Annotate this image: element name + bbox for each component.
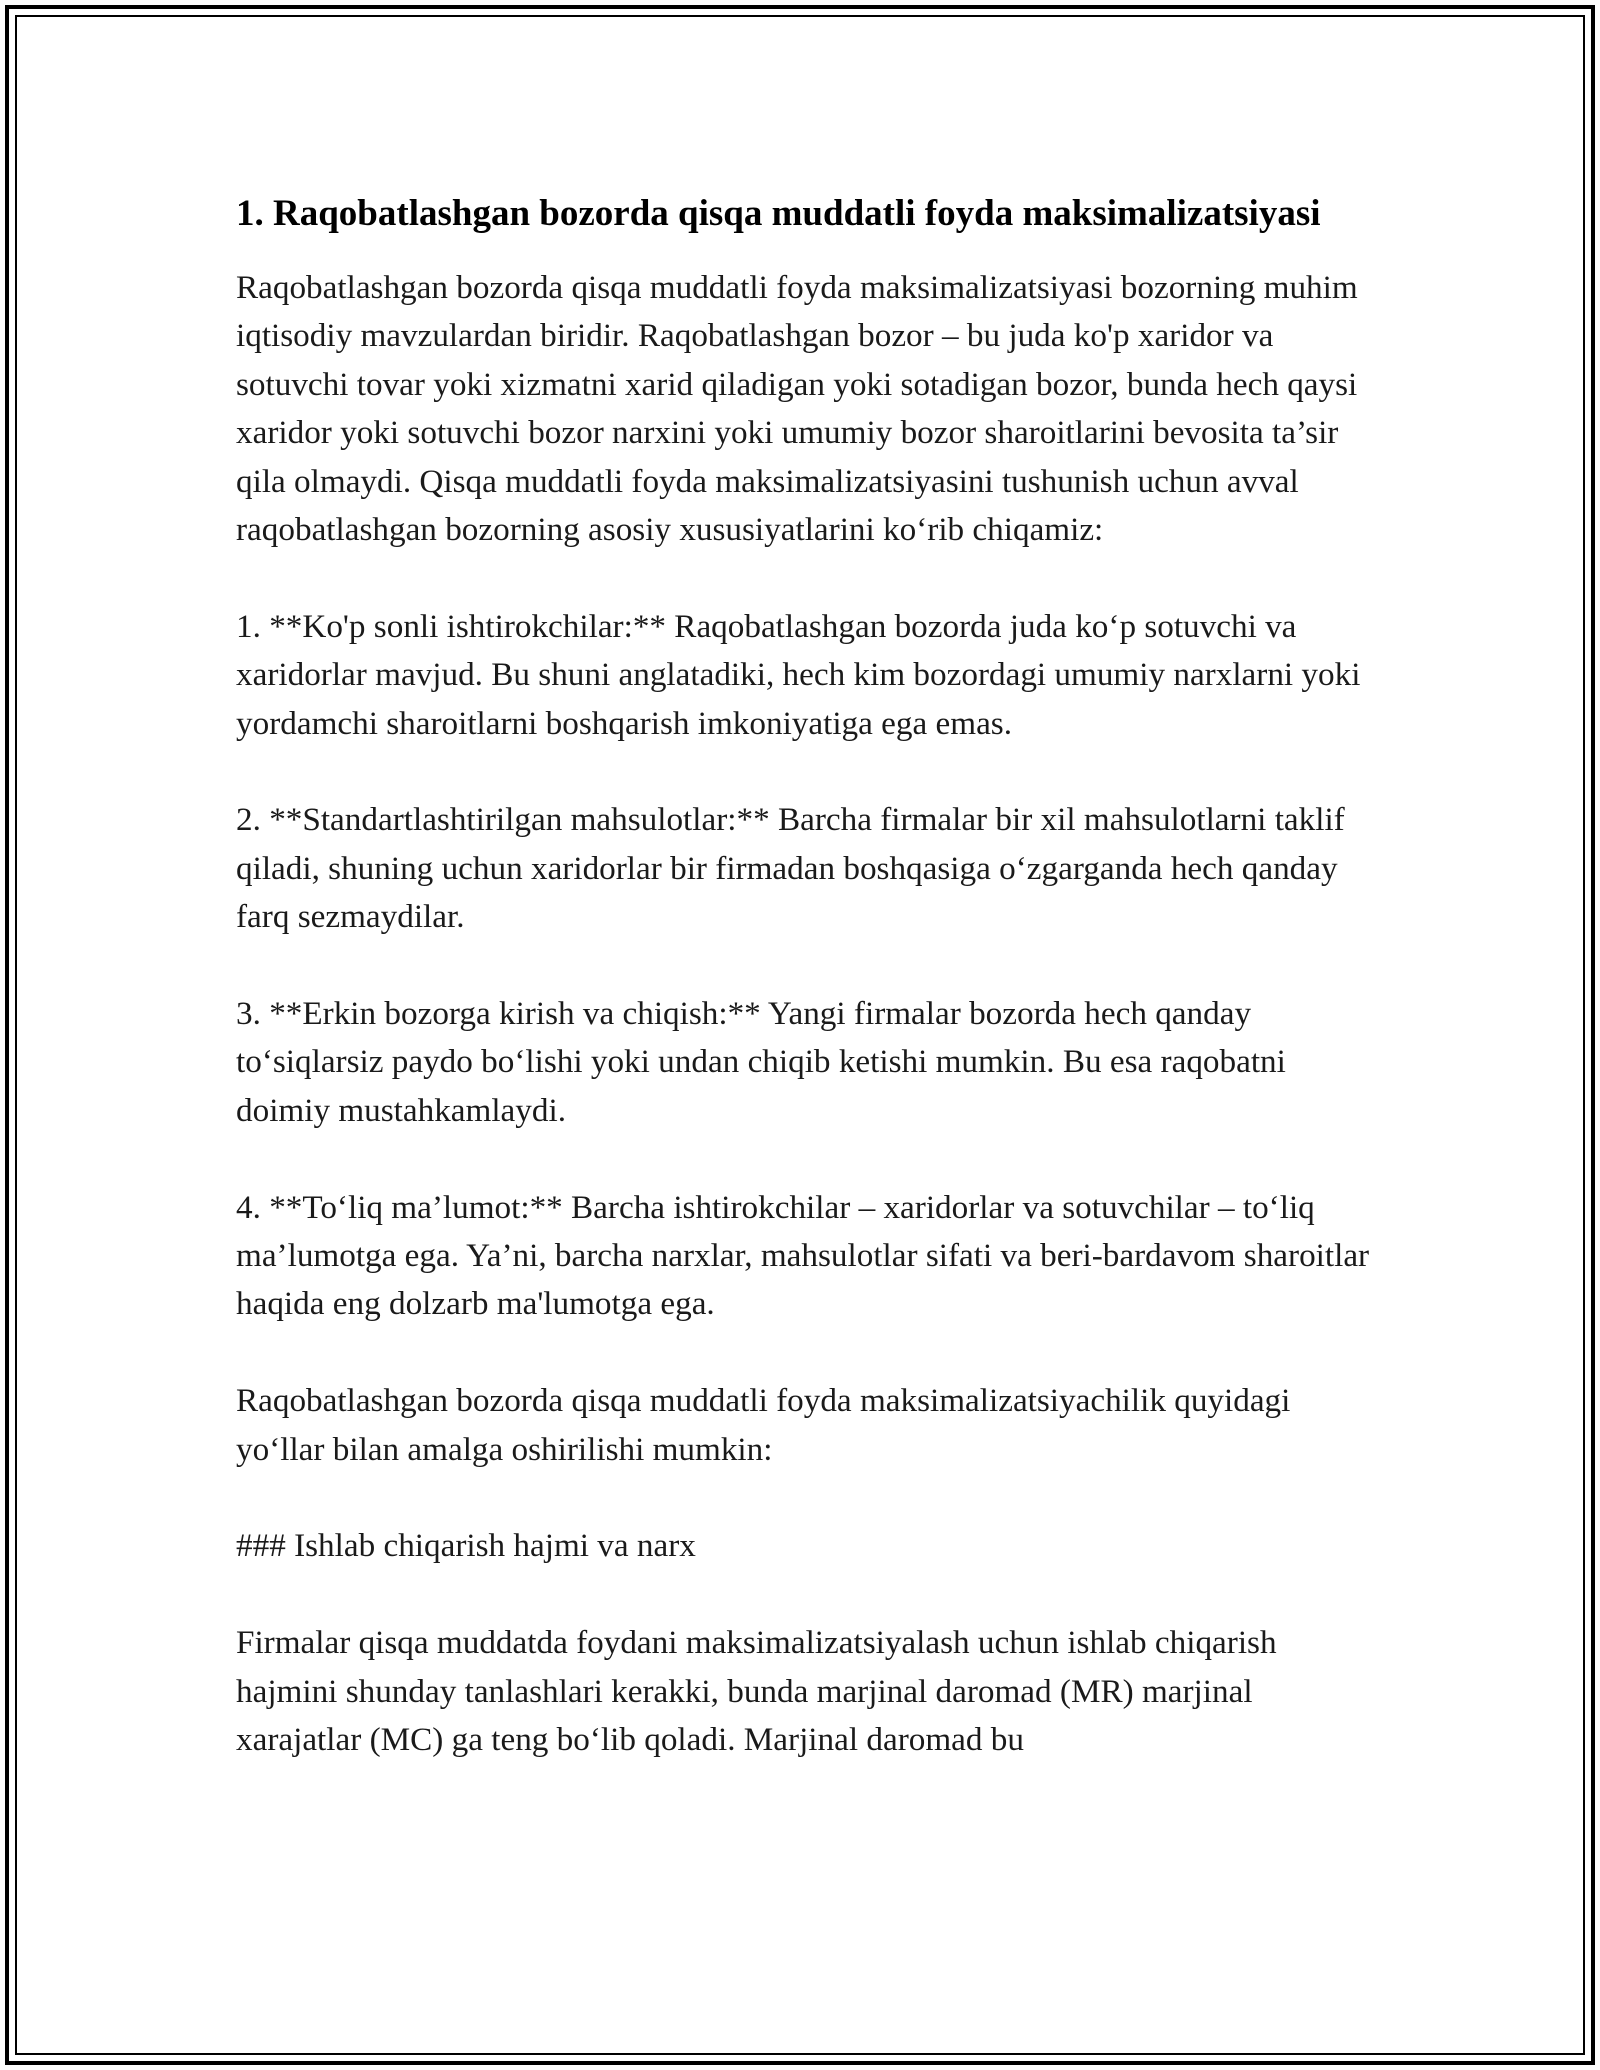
document-body [236, 186, 1386, 1764]
closing-paragraph: Firmalar qisqa muddatda foydani maksimalizatsiyalash uchun ishlab chiqarish hajmini shunday tanlashlari kerakki, bunda marjinal daromad (MR) marjinal xarajatlar (MC) ga teng bo‘lib qoladi. Marjinal daromad bu [236, 1624, 1277, 1759]
list-item-full-information: 4. **To‘liq ma’lumot:** Barcha ishtirokchilar – xaridorlar va sotuvchilar – to‘liq ma’lumotga ega. Ya’ni, barcha narxlar, mahsulotlar sifati va beri-bardavom sharoitlar haqida eng dolzarb ma'lumotga ega. [236, 1188, 1370, 1323]
transition-paragraph: Raqobatlashgan bozorda qisqa muddatli foyda maksimalizatsiyachilik quyidagi yo‘llar bilan amalga oshirilishi mumkin: [236, 1382, 1291, 1468]
section-heading: ### Ishlab chiqarish hajmi va narx [236, 1527, 696, 1565]
list-item-free-entry-exit: 3. **Erkin bozorga kirish va chiqish:** Yangi firmalar bozorda hech qanday to‘siqlarsiz paydo bo‘lishi yoki undan chiqib ketishi mumkin. Bu esa raqobatni doimiy mustahkamlaydi. [236, 995, 1286, 1129]
intro-paragraph: Raqobatlashgan bozorda qisqa muddatli foyda maksimalizatsiyasi bozorning muhim iqtisodiy mavzulardan biridir. Raqobatlashgan bozor – bu juda ko'p xaridor va sotuvchi tovar yoki xizmatni xarid qiladigan yoki sotadigan bozor, bunda hech qaysi xaridor yoki sotuvchi bozor narxini yoki umumiy bozor sharoitlarini bevosita ta’sir qila olmaydi. Qisqa muddatli foyda maksimalizatsiyasini tushunish uchun avval raqobatlashgan bozorning asosiy xususiyatlarini ko‘rib chiqamiz: [236, 269, 1358, 549]
document-title: 1. Raqobatlashgan bozorda qisqa muddatli foyda maksimalizatsiyasi [236, 193, 1321, 234]
list-item-standardized-products: 2. **Standartlashtirilgan mahsulotlar:** Barcha firmalar bir xil mahsulotlarni taklif qiladi, shuning uchun xaridorlar bir firmadan boshqasiga o‘zgarganda hech qanday farq sezmaydilar. [236, 801, 1345, 936]
list-item-participants: 1. **Ko'p sonli ishtirokchilar:** Raqobatlashgan bozorda juda ko‘p sotuvchi va xaridorlar mavjud. Bu shuni anglatadiki, hech kim bozordagi umumiy narxlarni yoki yordamchi sharoitlarni boshqarish imkoniyatiga ega emas. [236, 607, 1361, 742]
